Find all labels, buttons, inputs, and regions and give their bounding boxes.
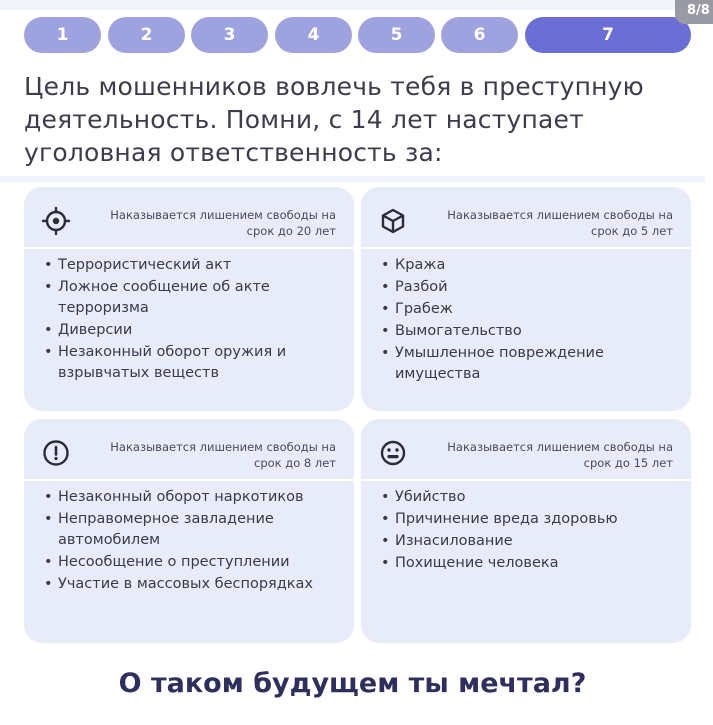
list-item: • Похищение человека: [379, 553, 679, 574]
card-header: [361, 187, 691, 249]
list-item: • Неправомерное завладение автомобилем: [42, 509, 342, 551]
list-item: • Разбой: [379, 277, 679, 298]
card-header: [361, 419, 691, 481]
crime-card-violence: [361, 419, 691, 643]
crime-list: [42, 487, 342, 596]
closing-question: О таком будущем ты мечтал?: [118, 668, 587, 699]
box-icon: [379, 207, 407, 235]
list-item: • Причинение вреда здоровью: [379, 509, 679, 530]
card-header: [24, 419, 354, 481]
crime-card-drugs-auto: [24, 419, 354, 643]
punishment-note: Наказывается лишением свободы на срок до 5 лет: [447, 208, 673, 238]
list-item: • Кража: [379, 255, 679, 276]
intro-text: Цель мошенников вовлечь тебя в преступную деятельность. Помни, с 14 лет наступает уголовная ответственность за:: [24, 72, 644, 167]
list-item: • Террористический акт: [42, 255, 342, 276]
page-counter: 8/8: [675, 0, 713, 24]
crime-list: [379, 255, 679, 386]
step-pill-6[interactable]: 6: [441, 17, 518, 53]
crime-card-terrorism: [24, 187, 354, 411]
punishment-note: Наказывается лишением свободы на срок до 15 лет: [447, 440, 673, 470]
step-pill-2[interactable]: 2: [108, 17, 185, 53]
list-item: • Несообщение о преступлении: [42, 552, 342, 573]
list-item: • Умышленное повреждение имущества: [379, 343, 679, 385]
punishment-note: Наказывается лишением свободы на срок до 20 лет: [110, 208, 336, 238]
list-item: • Ложное сообщение об акте терроризма: [42, 277, 342, 319]
list-item: • Незаконный оборот оружия и взрывчатых веществ: [42, 342, 342, 384]
background-stripe: [0, 176, 705, 182]
step-progress: [24, 17, 691, 53]
punishment-note: Наказывается лишением свободы на срок до 8 лет: [110, 440, 336, 470]
step-pill-1[interactable]: 1: [24, 17, 101, 53]
target-icon: [42, 207, 70, 235]
list-item: • Участие в массовых беспорядках: [42, 574, 342, 595]
step-pill-7-active[interactable]: 7: [525, 17, 691, 53]
list-item: • Убийство: [379, 487, 679, 508]
list-item: • Диверсии: [42, 320, 342, 341]
list-item: • Незаконный оборот наркотиков: [42, 487, 342, 508]
list-item: • Изнасилование: [379, 531, 679, 552]
card-header: [24, 187, 354, 249]
list-item: • Грабеж: [379, 299, 679, 320]
list-item: • Вымогательство: [379, 321, 679, 342]
step-pill-5[interactable]: 5: [358, 17, 435, 53]
background-stripe: [0, 0, 705, 10]
crime-card-property: [361, 187, 691, 411]
step-pill-4[interactable]: 4: [275, 17, 352, 53]
face-icon: [379, 439, 407, 467]
crime-list: [42, 255, 342, 385]
alert-icon: [42, 439, 70, 467]
crime-list: [379, 487, 679, 575]
step-pill-3[interactable]: 3: [191, 17, 268, 53]
